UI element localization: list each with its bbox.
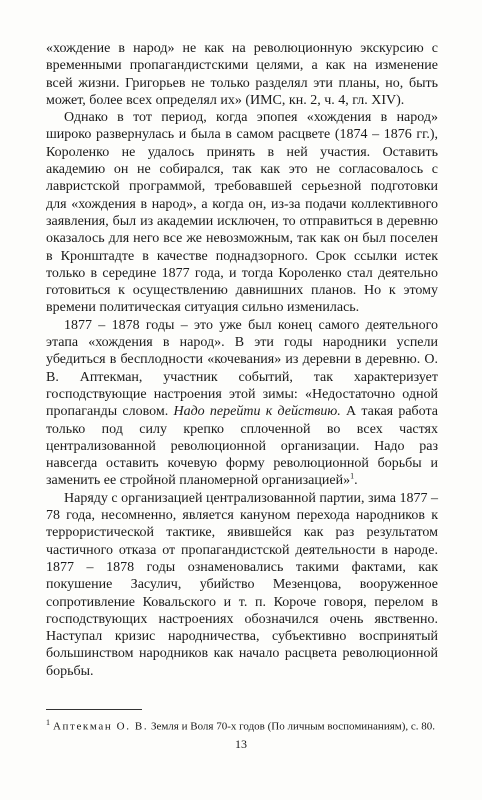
footnote-author: Аптекман О. В. (53, 720, 149, 733)
page-number: 13 (235, 737, 247, 751)
paragraph-2: Однако в тот период, когда эпопея «хождения в народ» широко развернулась и была в самом расцвете (1874 – 1876 гг.), Короленко не удалось принять в ней участия. Оставить академию он не собирался, так как это не согласовалось с лавристской программой, требовавшей серьезной подготовки для «хождения в народ», а когда он, из-за подачи коллективного заявления, был из академии исключен, то отправиться в деревню оказалось для него все же невозможным, так как он был поселен в Кронштадте в качестве поднадзорного. Срок ссылки истек только в середине 1877 года, и тогда Короленко стал деятельно готовиться к осуществлению давнишних планов. Но к этому времени политическая ситуация сильно изменилась. (46, 110, 438, 316)
paragraph-3-continued: А такая работа только под силу крепко сплоченной во всех частях централизованной революционной организации. Надо раз навсегда оставить кочевую форму революционной борьбы и заменить ее стройной планомерной организацией» (46, 404, 438, 489)
paragraph-4: Наряду с организацией централизованной партии, зима 1877 – 78 года, несомненно, является кануном перехода народников к террористической тактике, явившейся как раз результатом частичного отказа от пропагандистской деятельности в народе. 1877 – 1878 годы ознаменовались такими фактами, как покушение Засулич, убийство Мезенцова, вооруженное сопротивление Ковальского и т. п. Короче говоря, перелом в господствующих настроениях обозначился очень явственно. Наступал кризис народничества, субъективно воспринятый большинством народников как начало расцвета революционной борьбы. (46, 490, 438, 679)
footnote-mark: 1 (46, 718, 50, 727)
paragraph-3-italic: Надо перейти к действию. (173, 404, 341, 420)
main-text (46, 40, 438, 680)
footnote (46, 716, 438, 734)
paragraph-3-text: 1877 – 1878 годы – это уже был конец самого деятельного этапа «хождения в народ». В эти годы народники успели убедиться в бесплодности «кочевания» из деревни в деревню. О. В. Аптекман, участник событий, так характеризует господствующие настроения этой зимы: «Недостаточно одной пропаганды словом. (46, 317, 438, 420)
footnote-text: Земля и Воля 70-х годов (По личным воспоминаниям), с. 80. (148, 720, 436, 733)
paragraph-1: «хождение в народ» не как на революционную экскурсию с временными пропагандистскими целями, а как на изменение всей жизни. Григорьев не только разделял эти планы, но, быть может, более всех определял их» (ИМС, кн. 2, ч. 4, гл. XIV). (46, 41, 438, 108)
paragraph-3-end: . (354, 473, 358, 489)
footnote-divider (46, 709, 142, 710)
footnote-reference: 1 (350, 471, 355, 481)
paragraph-3 (46, 317, 438, 490)
